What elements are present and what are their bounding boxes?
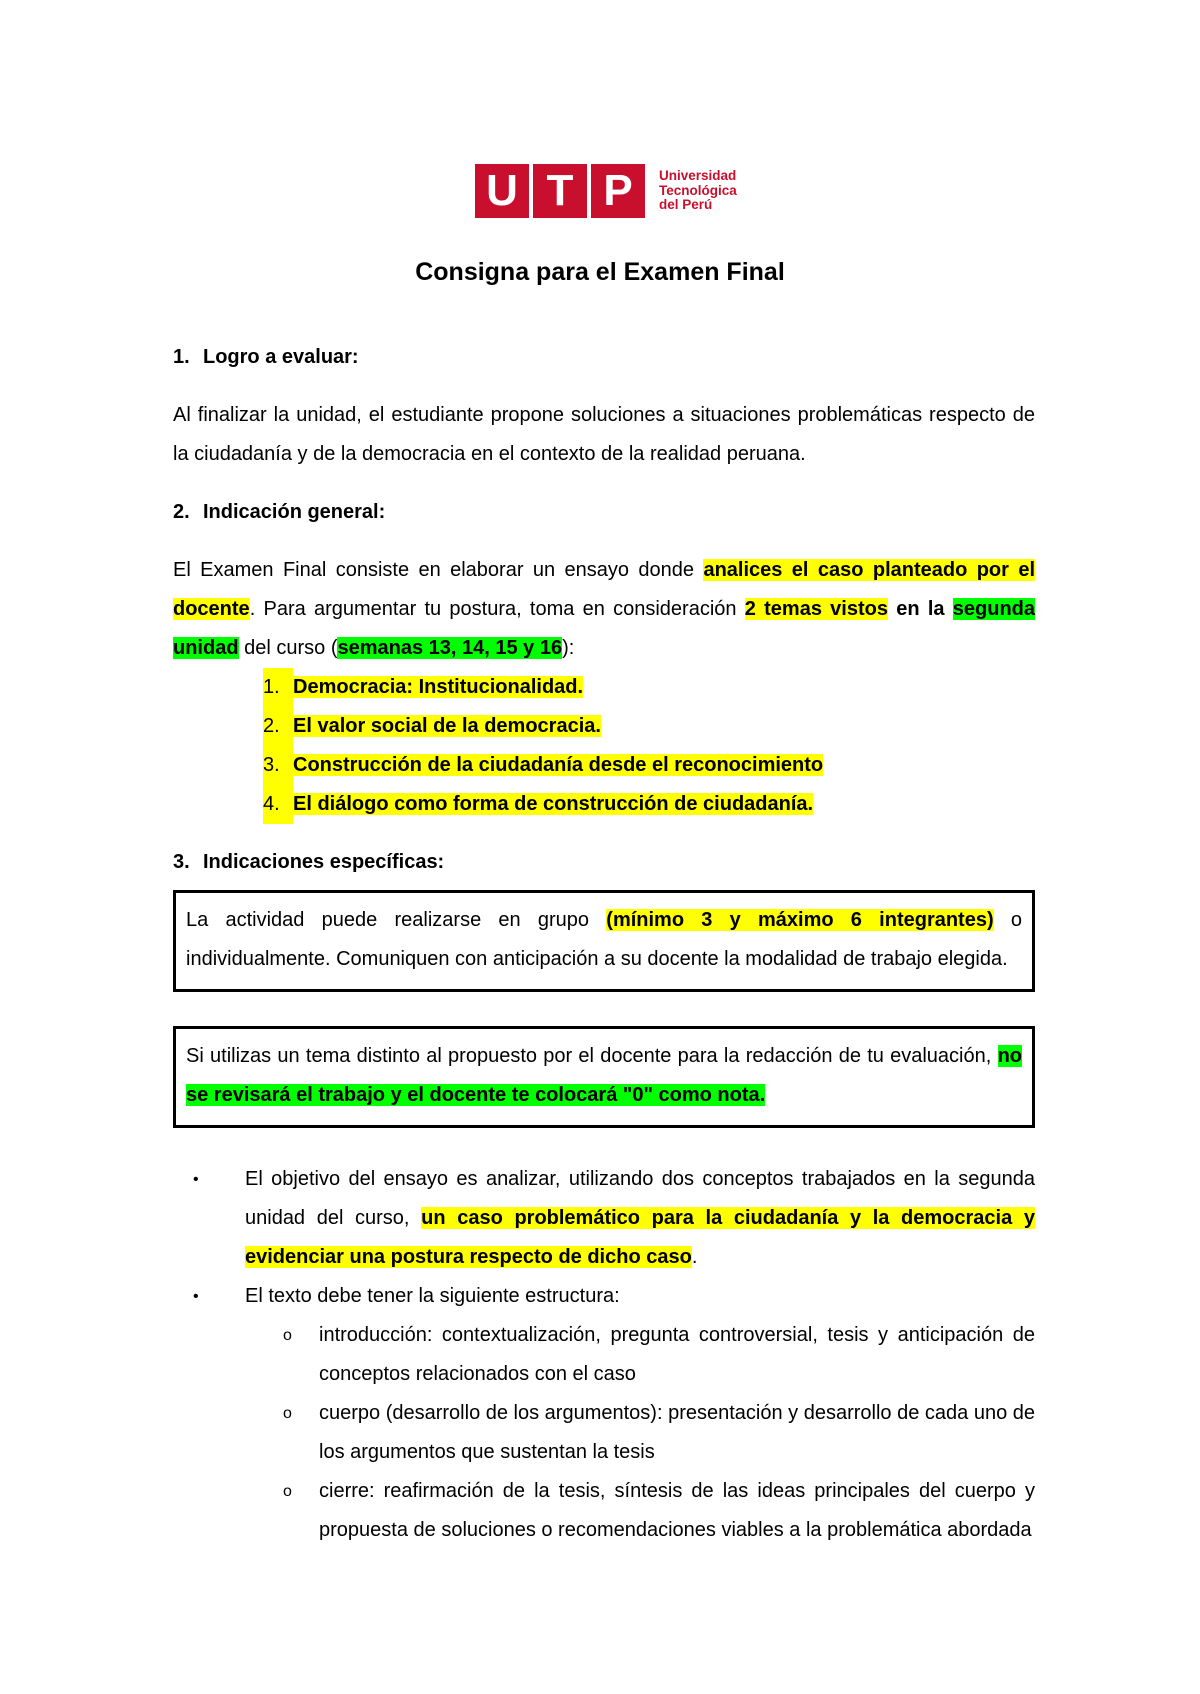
sub-bullet-text: cuerpo (desarrollo de los argumentos): presentación y desarrollo de cada uno de los argumentos que sustentan la tesis — [319, 1402, 1035, 1463]
s2-text-6: ): — [562, 637, 575, 659]
topic-text: El valor social de la democracia. — [293, 715, 601, 737]
document-body — [173, 338, 1035, 1550]
section-3-heading — [173, 843, 1035, 882]
sub-bullet-text: introducción: contextualización, pregunta controversial, tesis y anticipación de conceptos relacionados con el caso — [319, 1324, 1035, 1385]
s2-text-5: del curso ( — [238, 637, 338, 659]
bullet-item — [173, 1277, 1035, 1316]
topic-item — [263, 668, 1035, 707]
section-2-heading — [173, 493, 1035, 532]
bullet-1-highlight: un caso problemático para la ciudadanía y la democracia y evidenciar una postura respecto de dicho caso — [245, 1207, 1035, 1268]
topic-item — [263, 746, 1035, 785]
section-3-number: 3. — [173, 851, 190, 873]
s2-highlight-analyze: analices el caso planteado por el docente — [173, 559, 1036, 620]
bullet-icon: • — [193, 1171, 199, 1188]
topic-number: 3. — [263, 746, 293, 785]
s2-text-3 — [888, 598, 896, 620]
utp-logo — [475, 164, 737, 218]
section-1-text: Al finalizar la unidad, el estudiante propone soluciones a situaciones problemáticas respecto de la ciudadanía y de la democracia en el contexto de la realidad peruana. — [173, 404, 1035, 465]
topic-item — [263, 785, 1035, 824]
logo-line-1: Universidad — [659, 168, 737, 184]
topic-number: 2. — [263, 707, 293, 746]
topic-text: Construcción de la ciudadanía desde el reconocimiento — [293, 754, 824, 776]
bullet-item — [173, 1160, 1035, 1277]
s2-highlight-topics: 2 temas vistos — [744, 598, 888, 620]
box1-text-2: o individualmente. Comuniquen con anticipación a su docente la modalidad de trabajo elegida. — [186, 909, 1022, 970]
section-2-title: Indicación general: — [203, 501, 386, 523]
circle-bullet-icon: o — [283, 1405, 292, 1422]
logo-letter-u: U — [475, 164, 529, 218]
box1-highlight: (mínimo 3 y máximo 6 integrantes) — [606, 909, 994, 931]
section-2-paragraph — [173, 551, 1035, 668]
box2-highlight: no se revisará el trabajo y el docente te colocará "0" como nota. — [186, 1045, 1022, 1106]
s2-text-4 — [945, 598, 953, 620]
logo-line-2: Tecnológica — [659, 182, 737, 198]
sub-bullet-item — [173, 1472, 1035, 1550]
circle-bullet-icon: o — [283, 1327, 292, 1344]
section-1-number: 1. — [173, 346, 190, 368]
s2-text-2: . Para argumentar tu postura, toma en consideración — [249, 598, 745, 620]
section-1-title: Logro a evaluar: — [203, 346, 359, 368]
sub-bullet-text: cierre: reafirmación de la tesis, síntesis de las ideas principales del cuerpo y propuesta de soluciones o recomendaciones viables a la problemática abordada — [319, 1480, 1035, 1541]
s2-text-bold: en la — [896, 598, 945, 620]
topic-list — [263, 668, 1035, 824]
s2-highlight-unit: segunda unidad — [173, 598, 1036, 659]
logo-letter-t: T — [533, 164, 587, 218]
warning-box — [173, 1026, 1035, 1128]
bullet-1-end: . — [691, 1246, 698, 1268]
section-3-title: Indicaciones específicas: — [203, 851, 445, 873]
section-1-heading — [173, 338, 1035, 377]
topic-number: 4. — [263, 785, 293, 824]
topic-text: El diálogo como forma de construcción de ciudadanía. — [293, 793, 814, 815]
topic-item — [263, 707, 1035, 746]
topic-number: 1. — [263, 668, 293, 707]
circle-bullet-icon: o — [283, 1483, 292, 1500]
s2-text-1: El Examen Final consiste en elaborar un ensayo donde — [173, 559, 704, 581]
box1-text-1: La actividad puede realizarse en grupo — [186, 909, 607, 931]
topic-text: Democracia: Institucionalidad. — [293, 676, 584, 698]
bullet-2-text: El texto debe tener la siguiente estructura: — [245, 1285, 620, 1307]
bullet-1-text: El objetivo del ensayo es analizar, utilizando dos conceptos trabajados en la segunda unidad del curso, — [245, 1168, 1035, 1229]
sub-bullet-item — [173, 1394, 1035, 1472]
group-rules-box — [173, 890, 1035, 992]
sub-bullet-item — [173, 1316, 1035, 1394]
page-title: Consigna para el Examen Final — [415, 258, 785, 286]
section-2-number: 2. — [173, 501, 190, 523]
logo-university-name — [659, 169, 737, 213]
logo-line-3: del Perú — [659, 197, 713, 213]
box2-text: Si utilizas un tema distinto al propuesto por el docente para la redacción de tu evaluación, — [186, 1045, 998, 1067]
logo-letter-p: P — [591, 164, 645, 218]
bullet-icon: • — [193, 1288, 199, 1305]
s2-highlight-weeks: semanas 13, 14, 15 y 16 — [337, 637, 563, 659]
